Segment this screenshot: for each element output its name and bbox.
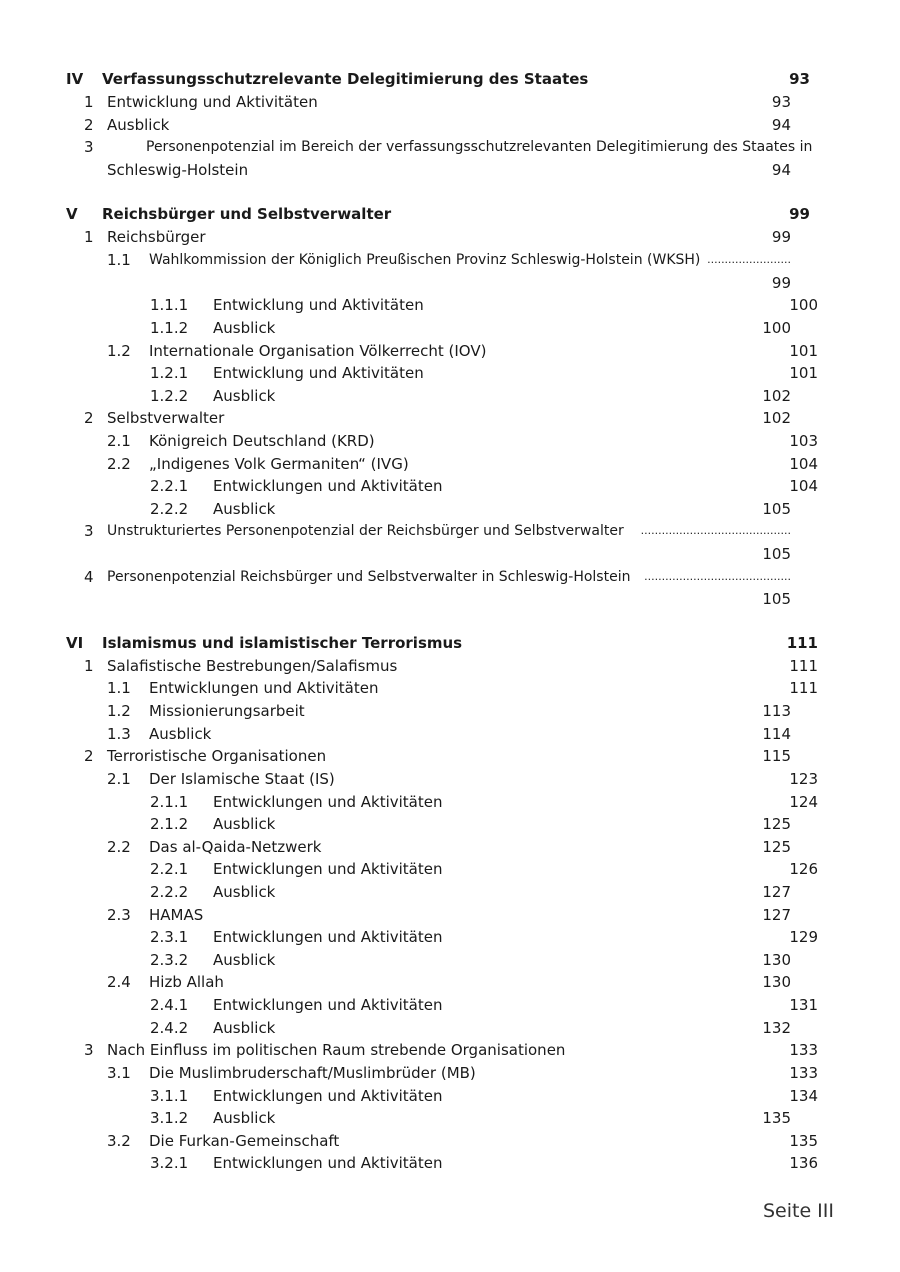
entry-title: Entwicklung und Aktivitäten <box>107 93 318 111</box>
entry-number: 1 <box>84 93 94 111</box>
toc-entry[interactable] <box>150 1086 818 1106</box>
entry-title: Ausblick <box>213 1109 276 1127</box>
entry-title: „Indigenes Volk Germaniten“ (IVG) <box>149 455 409 473</box>
section-page: 99 <box>789 205 810 223</box>
entry-title: Unstrukturiertes Personenpotenzial der Reichsbürger und Selbstverwalter <box>107 523 624 539</box>
entry-title-continued: Schleswig-Holstein <box>107 161 249 179</box>
toc-entry[interactable] <box>150 1018 791 1038</box>
toc-entry[interactable] <box>150 927 818 947</box>
toc-entry[interactable] <box>150 386 791 406</box>
entry-page: 127 <box>762 883 791 901</box>
entry-title: Ausblick <box>213 951 276 969</box>
entry-number: 1.2.1 <box>150 364 189 382</box>
entry-title: Reichsbürger <box>107 228 206 246</box>
entry-page: 133 <box>789 1064 818 1082</box>
toc-entry[interactable] <box>150 499 791 519</box>
toc-entry[interactable] <box>107 972 791 992</box>
entry-page: 124 <box>789 793 818 811</box>
entry-title: Nach Einfluss im politischen Raum strebende Organisationen <box>107 1041 566 1059</box>
dot-leader: .......................................... <box>644 570 791 583</box>
entry-page: 104 <box>789 477 818 495</box>
entry-title: Ausblick <box>213 500 276 518</box>
toc-entry[interactable] <box>107 678 818 698</box>
dot-leader: ........................................... <box>640 524 791 537</box>
entry-page: 115 <box>762 747 791 765</box>
entry-number: 3 <box>84 1041 94 1059</box>
entry-number: 1.1 <box>107 251 131 269</box>
entry-number: 2.2 <box>107 455 131 473</box>
entry-title: Missionierungsarbeit <box>149 702 305 720</box>
toc-entry[interactable] <box>84 521 791 541</box>
entry-number: 2.2 <box>107 838 131 856</box>
entry-page: 132 <box>762 1019 791 1037</box>
entry-number: 3.1 <box>107 1064 131 1082</box>
entry-page: 130 <box>762 973 791 991</box>
entry-page: 136 <box>789 1154 818 1172</box>
toc-entry[interactable] <box>107 837 791 857</box>
entry-title: Das al-Qaida-Netzwerk <box>149 838 322 856</box>
entry-number: 1.2 <box>107 342 131 360</box>
entry-title: Personenpotenzial im Bereich der verfassungsschutzrelevanten Delegitimierung des Staates in <box>146 139 813 155</box>
entry-page: 134 <box>789 1087 818 1105</box>
entry-number: 2 <box>84 747 94 765</box>
entry-title: Ausblick <box>213 815 276 833</box>
toc-entry[interactable] <box>107 431 818 451</box>
entry-title: Ausblick <box>213 883 276 901</box>
entry-title: Terroristische Organisationen <box>107 747 327 765</box>
entry-title: Entwicklungen und Aktivitäten <box>149 679 379 697</box>
entry-title: Internationale Organisation Völkerrecht (IOV) <box>149 342 487 360</box>
toc-entry[interactable] <box>107 341 818 361</box>
entry-number: 2.2.1 <box>150 860 189 878</box>
toc-entry[interactable] <box>150 859 818 879</box>
entry-title: HAMAS <box>149 906 204 924</box>
toc-entry[interactable] <box>107 724 791 744</box>
toc-entry[interactable] <box>84 115 791 135</box>
entry-title: Entwicklungen und Aktivitäten <box>213 1154 443 1172</box>
toc-entry-continuation[interactable] <box>107 273 791 293</box>
entry-page: 104 <box>789 455 818 473</box>
entry-page: 114 <box>762 725 791 743</box>
toc-entry[interactable] <box>107 701 791 721</box>
entry-page: 111 <box>789 679 818 697</box>
entry-number: 1.3 <box>107 725 131 743</box>
entry-page: 100 <box>789 296 818 314</box>
toc-entry-continuation[interactable] <box>84 589 791 609</box>
entry-number: 1.1 <box>107 679 131 697</box>
entry-page: 105 <box>762 590 791 608</box>
entry-title: Wahlkommission der Königlich Preußischen Provinz Schleswig-Holstein (WKSH) <box>149 252 701 268</box>
toc-entry[interactable] <box>150 363 818 383</box>
entry-number: 1.2.2 <box>150 387 189 405</box>
entry-title: Königreich Deutschland (KRD) <box>149 432 375 450</box>
toc-section-heading[interactable] <box>66 69 810 89</box>
toc-section-heading[interactable] <box>66 204 810 224</box>
entry-page: 125 <box>762 815 791 833</box>
entry-page: 130 <box>762 951 791 969</box>
toc-entry[interactable] <box>107 1131 818 1151</box>
entry-number: 1.1.1 <box>150 296 189 314</box>
section-title: Verfassungsschutzrelevante Delegitimierung des Staates <box>102 70 589 88</box>
entry-number: 2.3.2 <box>150 951 189 969</box>
entry-title: Entwicklungen und Aktivitäten <box>213 996 443 1014</box>
toc-entry[interactable] <box>150 882 791 902</box>
entry-number: 2.1 <box>107 770 131 788</box>
entry-page: 102 <box>762 409 791 427</box>
section-number: VI <box>66 634 84 652</box>
entry-title: Der Islamische Staat (IS) <box>149 770 335 788</box>
entry-number: 3 <box>84 522 94 540</box>
entry-title: Die Muslimbruderschaft/Muslimbrüder (MB) <box>149 1064 476 1082</box>
entry-page: 131 <box>789 996 818 1014</box>
entry-title: Personenpotenzial Reichsbürger und Selbstverwalter in Schleswig-Holstein <box>107 569 631 585</box>
entry-title: Ausblick <box>149 725 212 743</box>
toc-section-heading[interactable] <box>66 633 818 653</box>
toc-entry[interactable] <box>84 227 791 247</box>
entry-page: 135 <box>789 1132 818 1150</box>
entry-page: 135 <box>762 1109 791 1127</box>
entry-number: 2.2.2 <box>150 500 189 518</box>
entry-title: Selbstverwalter <box>107 409 225 427</box>
entry-number: 2.4 <box>107 973 131 991</box>
entry-page: 111 <box>789 657 818 675</box>
entry-title: Die Furkan-Gemeinschaft <box>149 1132 340 1150</box>
entry-number: 3.2.1 <box>150 1154 189 1172</box>
section-title: Reichsbürger und Selbstverwalter <box>102 205 392 223</box>
entry-title: Ausblick <box>213 387 276 405</box>
entry-page: 94 <box>771 161 791 179</box>
toc-entry[interactable] <box>107 1063 818 1083</box>
toc-entry[interactable] <box>150 995 818 1015</box>
entry-page: 126 <box>789 860 818 878</box>
entry-number: 2.1 <box>107 432 131 450</box>
entry-number: 2.3 <box>107 906 131 924</box>
entry-page: 99 <box>771 274 791 292</box>
toc-entry[interactable] <box>150 814 791 834</box>
toc-entry[interactable] <box>150 318 791 338</box>
entry-page: 94 <box>771 116 791 134</box>
entry-number: 4 <box>84 568 94 586</box>
entry-title: Ausblick <box>213 1019 276 1037</box>
entry-title: Entwicklung und Aktivitäten <box>213 364 424 382</box>
toc-entry[interactable] <box>150 1108 791 1128</box>
toc-entry[interactable] <box>84 137 813 157</box>
toc-entry[interactable] <box>150 950 791 970</box>
entry-page: 101 <box>789 364 818 382</box>
entry-title: Entwicklungen und Aktivitäten <box>213 928 443 946</box>
entry-number: 3.2 <box>107 1132 131 1150</box>
toc-entry[interactable] <box>107 454 818 474</box>
dot-leader: ........................ <box>707 253 791 266</box>
entry-number: 1 <box>84 657 94 675</box>
toc-entry-continuation[interactable] <box>84 160 791 180</box>
entry-number: 2 <box>84 409 94 427</box>
entry-number: 2.4.1 <box>150 996 189 1014</box>
section-number: IV <box>66 70 84 88</box>
entry-page: 127 <box>762 906 791 924</box>
entry-number: 2.3.1 <box>150 928 189 946</box>
toc-entry[interactable] <box>107 769 818 789</box>
entry-number: 2 <box>84 116 94 134</box>
toc-entry[interactable] <box>150 1153 818 1173</box>
entry-number: 1 <box>84 228 94 246</box>
entry-title: Salafistische Bestrebungen/Salafismus <box>107 657 398 675</box>
section-page: 111 <box>786 634 818 652</box>
entry-number: 1.2 <box>107 702 131 720</box>
entry-page: 93 <box>771 93 791 111</box>
toc-entry[interactable] <box>107 250 791 270</box>
entry-number: 3 <box>84 138 94 156</box>
toc-entry[interactable] <box>150 476 818 496</box>
toc-entry[interactable] <box>84 408 791 428</box>
toc-entry[interactable] <box>84 1040 818 1060</box>
toc-entry-continuation[interactable] <box>84 544 791 564</box>
entry-title: Entwicklungen und Aktivitäten <box>213 793 443 811</box>
entry-number: 2.1.2 <box>150 815 189 833</box>
entry-number: 1.1.2 <box>150 319 189 337</box>
section-page: 93 <box>789 70 810 88</box>
toc-entry[interactable] <box>84 92 791 112</box>
entry-page: 105 <box>762 500 791 518</box>
toc-entry[interactable] <box>84 567 791 587</box>
toc-entry[interactable] <box>84 746 791 766</box>
toc-entry[interactable] <box>150 792 818 812</box>
entry-page: 101 <box>789 342 818 360</box>
entry-page: 100 <box>762 319 791 337</box>
entry-number: 2.4.2 <box>150 1019 189 1037</box>
section-title: Islamismus und islamistischer Terrorismus <box>102 634 463 652</box>
entry-title: Entwicklungen und Aktivitäten <box>213 1087 443 1105</box>
entry-title: Hizb Allah <box>149 973 224 991</box>
entry-page: 103 <box>789 432 818 450</box>
entry-page: 123 <box>789 770 818 788</box>
entry-page: 113 <box>762 702 791 720</box>
toc-entry[interactable] <box>150 295 818 315</box>
entry-page: 105 <box>762 545 791 563</box>
page-number-footer: Seite III <box>762 1200 834 1222</box>
entry-number: 2.2.1 <box>150 477 189 495</box>
entry-page: 99 <box>771 228 791 246</box>
entry-page: 133 <box>789 1041 818 1059</box>
entry-page: 129 <box>789 928 818 946</box>
entry-page: 125 <box>762 838 791 856</box>
entry-number: 3.1.2 <box>150 1109 189 1127</box>
entry-title: Entwicklungen und Aktivitäten <box>213 860 443 878</box>
section-number: V <box>66 205 78 223</box>
entry-number: 2.1.1 <box>150 793 189 811</box>
entry-title: Entwicklung und Aktivitäten <box>213 296 424 314</box>
entry-page: 102 <box>762 387 791 405</box>
entry-number: 3.1.1 <box>150 1087 189 1105</box>
toc-entry[interactable] <box>84 656 818 676</box>
entry-title: Ausblick <box>213 319 276 337</box>
entry-number: 2.2.2 <box>150 883 189 901</box>
entry-title: Ausblick <box>107 116 170 134</box>
toc-entry[interactable] <box>107 905 791 925</box>
entry-title: Entwicklungen und Aktivitäten <box>213 477 443 495</box>
